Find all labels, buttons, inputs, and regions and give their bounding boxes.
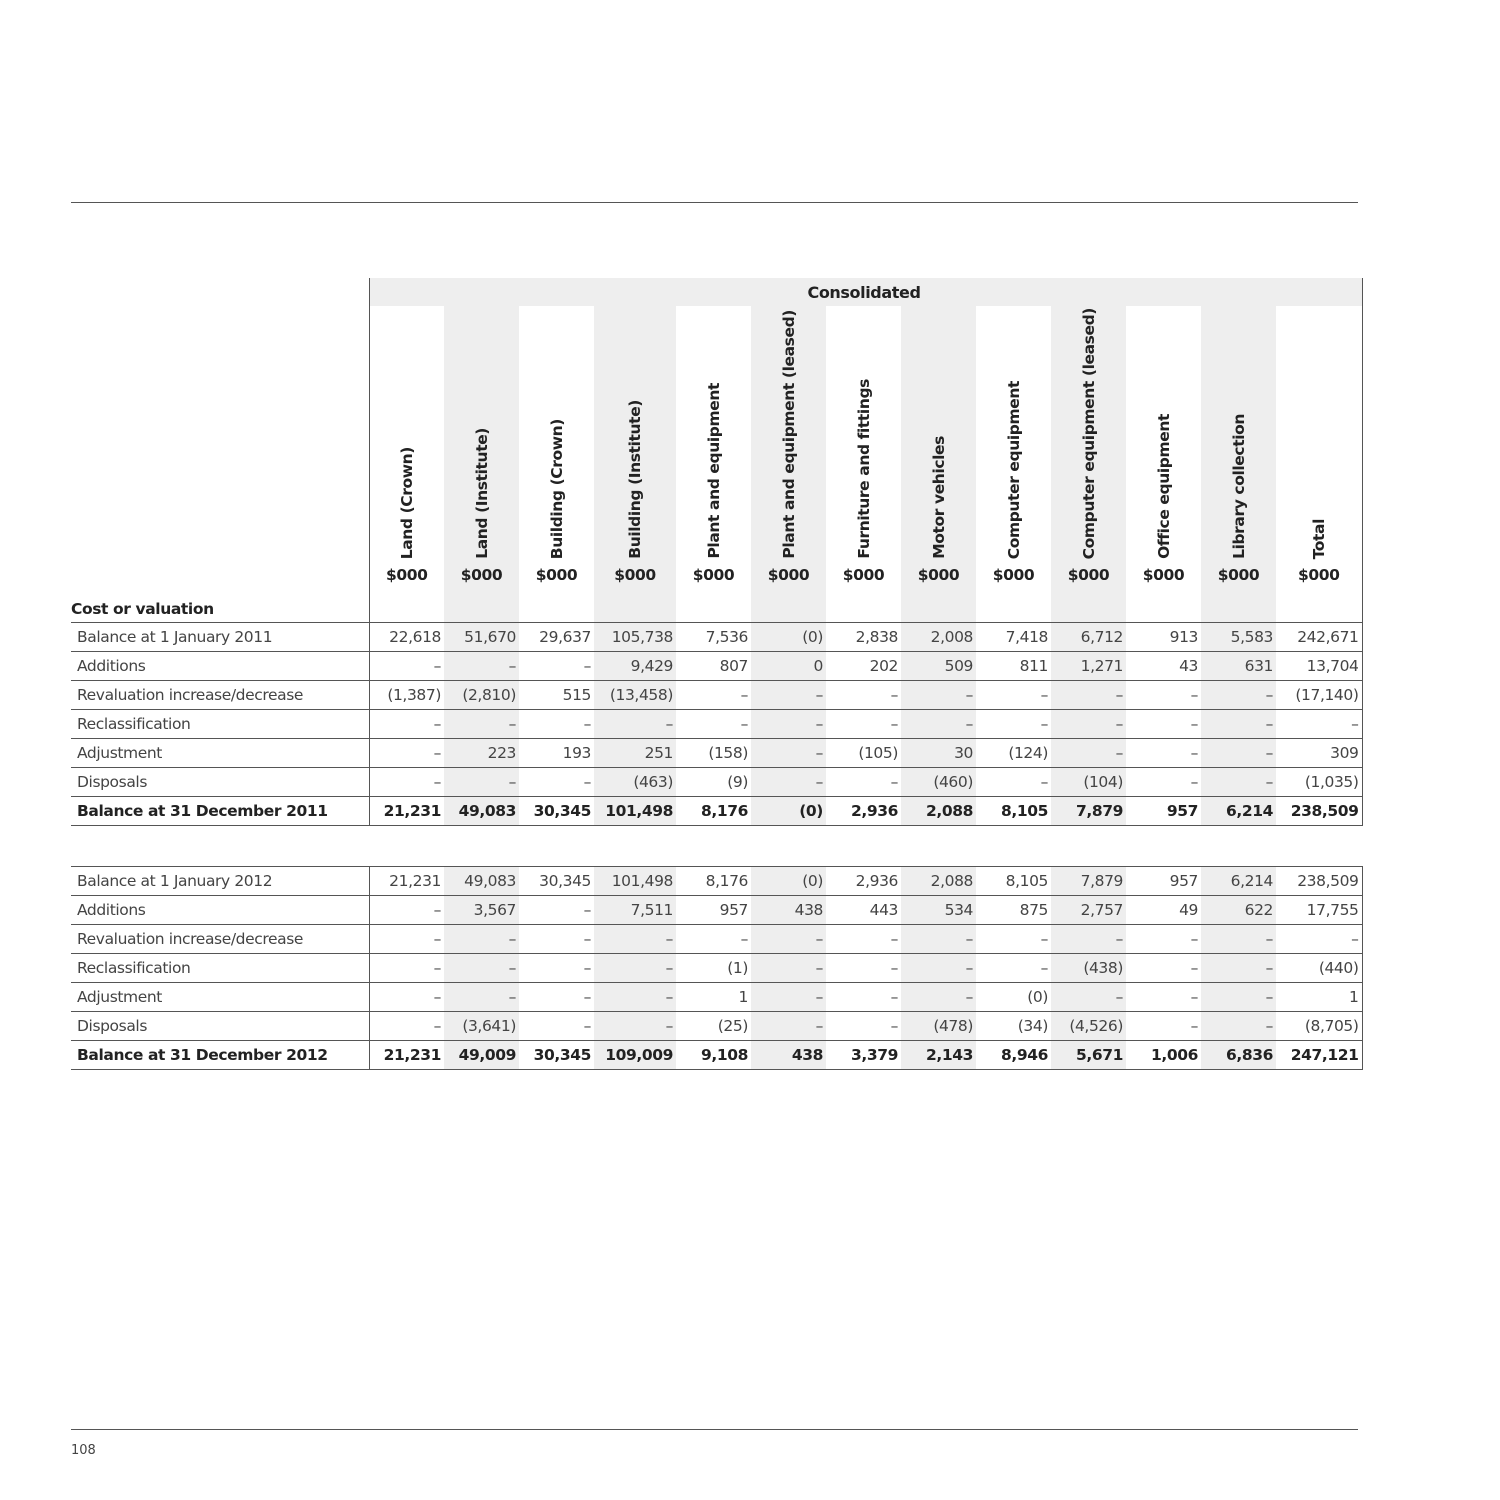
cell-value: 202 (826, 652, 901, 681)
cell-value: – (369, 925, 444, 954)
column-header-row (71, 306, 1362, 561)
cell-value: (9) (676, 768, 751, 797)
row-label: Additions (71, 652, 369, 681)
cell-value: – (369, 896, 444, 925)
column-header (444, 306, 519, 561)
property-plant-equipment-table (71, 278, 1363, 1070)
cell-value: 109,009 (594, 1041, 676, 1070)
table-row (71, 983, 1362, 1012)
unit-label: $000 (1051, 561, 1126, 589)
cell-value: 509 (901, 652, 976, 681)
cell-value: 438 (751, 896, 826, 925)
cell-value: 1,006 (1126, 1041, 1201, 1070)
cell-value: (0) (751, 797, 826, 826)
cell-value: – (676, 925, 751, 954)
row-label: Balance at 1 January 2011 (71, 623, 369, 652)
cell-value: 807 (676, 652, 751, 681)
cell-value: (0) (751, 867, 826, 896)
cell-value: 49,083 (444, 867, 519, 896)
cell-value: – (594, 983, 676, 1012)
cell-value: 193 (519, 739, 594, 768)
cell-value: 2,143 (901, 1041, 976, 1070)
table-row (71, 925, 1362, 954)
cell-value: 8,105 (976, 797, 1051, 826)
cell-value: – (1126, 983, 1201, 1012)
cell-value: (17,140) (1276, 681, 1362, 710)
unit-label: $000 (594, 561, 676, 589)
page-number: 108 (71, 1443, 96, 1458)
cell-value: 30,345 (519, 797, 594, 826)
cell-value: 6,836 (1201, 1041, 1276, 1070)
cell-value: – (976, 768, 1051, 797)
cell-value: – (1051, 739, 1126, 768)
cell-value: 13,704 (1276, 652, 1362, 681)
cell-value: 5,583 (1201, 623, 1276, 652)
column-header (1276, 306, 1362, 561)
cell-value: – (826, 1012, 901, 1041)
cell-value: – (901, 954, 976, 983)
cell-value: – (519, 983, 594, 1012)
cell-value: – (901, 983, 976, 1012)
cell-value: 49 (1126, 896, 1201, 925)
cell-value: – (369, 768, 444, 797)
column-header-label: Computer equipment (1004, 380, 1023, 559)
header-rule (71, 202, 1358, 203)
cell-value: – (976, 681, 1051, 710)
cell-value: 30,345 (519, 867, 594, 896)
row-label: Disposals (71, 768, 369, 797)
cell-value: – (444, 710, 519, 739)
cell-value: (105) (826, 739, 901, 768)
cell-value: 8,105 (976, 867, 1051, 896)
cell-value: 49,009 (444, 1041, 519, 1070)
cell-value: 105,738 (594, 623, 676, 652)
cell-value: 622 (1201, 896, 1276, 925)
cell-value: – (826, 710, 901, 739)
cell-value: 49,083 (444, 797, 519, 826)
unit-label: $000 (1201, 561, 1276, 589)
cell-value: – (1201, 1012, 1276, 1041)
cell-value: 515 (519, 681, 594, 710)
cell-value: 6,214 (1201, 797, 1276, 826)
cell-value: (460) (901, 768, 976, 797)
cell-value: – (594, 954, 676, 983)
column-header-label: Motor vehicles (929, 436, 948, 559)
row-label: Adjustment (71, 739, 369, 768)
cell-value: 30 (901, 739, 976, 768)
cell-value: – (826, 768, 901, 797)
cell-value: – (826, 954, 901, 983)
total-row (71, 1041, 1362, 1070)
cell-value: – (676, 710, 751, 739)
unit-label: $000 (842, 566, 885, 584)
cell-value: 438 (751, 1041, 826, 1070)
cell-value: (478) (901, 1012, 976, 1041)
cell-value: 8,176 (676, 867, 751, 896)
block-spacer (71, 826, 1362, 867)
column-header-label: Land (Crown) (397, 446, 416, 559)
cell-value: – (444, 925, 519, 954)
cell-value: (0) (751, 623, 826, 652)
cell-value: – (519, 652, 594, 681)
cell-value: – (369, 652, 444, 681)
cell-value: – (1201, 768, 1276, 797)
unit-label: $000 (444, 561, 519, 589)
column-header-label: Library collection (1229, 414, 1248, 559)
cell-value: – (1126, 768, 1201, 797)
cell-value: – (594, 925, 676, 954)
cell-value: – (519, 896, 594, 925)
column-header-label: Plant and equipment (704, 383, 723, 559)
cell-value: – (1051, 681, 1126, 710)
column-header (1126, 306, 1201, 561)
cell-value: 223 (444, 739, 519, 768)
cell-value: – (751, 925, 826, 954)
cell-value: 957 (676, 896, 751, 925)
cell-value: (1,035) (1276, 768, 1362, 797)
row-label: Reclassification (71, 954, 369, 983)
cell-value: – (1126, 710, 1201, 739)
cell-value: – (1201, 681, 1276, 710)
cell-value: – (1201, 739, 1276, 768)
column-header (826, 306, 901, 561)
cell-value: 9,429 (594, 652, 676, 681)
row-label: Balance at 31 December 2012 (71, 1041, 369, 1070)
column-header-label: Total (1309, 518, 1328, 559)
cell-value: 5,671 (1051, 1041, 1126, 1070)
cell-value: 242,671 (1276, 623, 1362, 652)
cell-value: 0 (751, 652, 826, 681)
unit-row (71, 561, 1362, 589)
cell-value: 9,108 (676, 1041, 751, 1070)
cell-value: – (369, 983, 444, 1012)
cell-value: 238,509 (1276, 797, 1362, 826)
unit-label: $000 (692, 566, 735, 584)
cell-value: – (369, 739, 444, 768)
cell-value: 21,231 (369, 867, 444, 896)
cell-value: 3,379 (826, 1041, 901, 1070)
table-row (71, 652, 1362, 681)
cell-value: 21,231 (369, 797, 444, 826)
column-header (976, 306, 1051, 561)
column-header (1051, 306, 1126, 561)
cell-value: 3,567 (444, 896, 519, 925)
cell-value: – (594, 1012, 676, 1041)
cell-value: 811 (976, 652, 1051, 681)
column-header-label: Land (Institute) (472, 428, 491, 559)
table-row (71, 739, 1362, 768)
cell-value: 7,879 (1051, 867, 1126, 896)
cell-value: 2,088 (901, 867, 976, 896)
cell-value: 1,271 (1051, 652, 1126, 681)
table-row (71, 623, 1362, 652)
cell-value: 2,838 (826, 623, 901, 652)
cell-value: 8,946 (976, 1041, 1051, 1070)
cell-value: – (519, 1012, 594, 1041)
cell-value: – (826, 983, 901, 1012)
cell-value: – (1201, 983, 1276, 1012)
row-label: Balance at 1 January 2012 (71, 867, 369, 896)
cell-value: – (751, 983, 826, 1012)
cell-value: 22,618 (369, 623, 444, 652)
cell-value: 957 (1126, 867, 1201, 896)
cell-value: – (519, 925, 594, 954)
unit-label: $000 (992, 566, 1035, 584)
column-header-label: Office equipment (1154, 414, 1173, 559)
cell-value: 6,214 (1201, 867, 1276, 896)
cell-value: – (751, 739, 826, 768)
cell-value: – (976, 954, 1051, 983)
column-header-label: Building (Institute) (626, 400, 644, 559)
cell-value: – (901, 710, 976, 739)
cell-value: (438) (1051, 954, 1126, 983)
cell-value: 101,498 (594, 797, 676, 826)
cell-value: – (676, 681, 751, 710)
column-header-label: Computer equipment (leased) (1079, 307, 1098, 559)
cell-value: 43 (1126, 652, 1201, 681)
table-row (71, 896, 1362, 925)
cell-value: – (751, 954, 826, 983)
cell-value: 957 (1126, 797, 1201, 826)
cell-value: – (976, 710, 1051, 739)
cell-value: (13,458) (594, 681, 676, 710)
cell-value: 7,879 (1051, 797, 1126, 826)
cell-value: – (1201, 925, 1276, 954)
table-row (71, 1012, 1362, 1041)
cell-value: (3,641) (444, 1012, 519, 1041)
cell-value: – (1051, 983, 1126, 1012)
cell-value: (440) (1276, 954, 1362, 983)
cell-value: 251 (594, 739, 676, 768)
section-row (71, 589, 1362, 623)
cell-value: – (1276, 710, 1362, 739)
cell-value: 8,176 (676, 797, 751, 826)
cell-value: – (901, 681, 976, 710)
cell-value: – (519, 768, 594, 797)
cell-value: 29,637 (519, 623, 594, 652)
cell-value: – (444, 954, 519, 983)
cell-value: – (444, 983, 519, 1012)
cell-value: – (1051, 710, 1126, 739)
cell-value: – (519, 954, 594, 983)
cell-value: (8,705) (1276, 1012, 1362, 1041)
unit-label: $000 (1276, 561, 1362, 589)
cell-value: (1,387) (369, 681, 444, 710)
column-header (594, 306, 676, 561)
cell-value: (0) (976, 983, 1051, 1012)
row-label: Adjustment (71, 983, 369, 1012)
section-label: Cost or valuation (71, 589, 369, 623)
cell-value: – (444, 652, 519, 681)
cell-value: – (369, 710, 444, 739)
cell-value: – (826, 681, 901, 710)
column-header (369, 306, 444, 561)
cell-value: 309 (1276, 739, 1362, 768)
cell-value: 101,498 (594, 867, 676, 896)
cell-value: (1) (676, 954, 751, 983)
row-label: Revaluation increase/decrease (71, 925, 369, 954)
cell-value: – (1126, 925, 1201, 954)
cell-value: – (1126, 1012, 1201, 1041)
cell-value: 2,757 (1051, 896, 1126, 925)
column-header-label: Plant and equipment (leased) (779, 310, 798, 559)
cell-value: (104) (1051, 768, 1126, 797)
cell-value: 247,121 (1276, 1041, 1362, 1070)
row-label: Balance at 31 December 2011 (71, 797, 369, 826)
column-header-label: Building (Crown) (547, 418, 566, 559)
cell-value: 443 (826, 896, 901, 925)
cell-value: – (369, 1012, 444, 1041)
cell-value: 1 (1276, 983, 1362, 1012)
row-label: Disposals (71, 1012, 369, 1041)
cell-value: 7,418 (976, 623, 1051, 652)
cell-value: – (594, 710, 676, 739)
cell-value: (4,526) (1051, 1012, 1126, 1041)
column-header (519, 306, 594, 561)
unit-label: $000 (901, 561, 976, 589)
cell-value: 30,345 (519, 1041, 594, 1070)
unit-label: $000 (385, 566, 428, 584)
column-header (1201, 306, 1276, 561)
cell-value: – (519, 710, 594, 739)
cell-value: – (901, 925, 976, 954)
cell-value: (158) (676, 739, 751, 768)
cell-value: – (976, 925, 1051, 954)
cell-value: 51,670 (444, 623, 519, 652)
cell-value: 631 (1201, 652, 1276, 681)
cell-value: – (826, 925, 901, 954)
cell-value: 1 (676, 983, 751, 1012)
cell-value: 6,712 (1051, 623, 1126, 652)
cell-value: – (1126, 739, 1201, 768)
cell-value: 2,008 (901, 623, 976, 652)
total-row (71, 797, 1362, 826)
cell-value: (2,810) (444, 681, 519, 710)
cell-value: (124) (976, 739, 1051, 768)
unit-label: $000 (751, 561, 826, 589)
cell-value: – (751, 710, 826, 739)
cell-value: 21,231 (369, 1041, 444, 1070)
column-header-label: Furniture and fittings (854, 379, 873, 559)
cell-value: (25) (676, 1012, 751, 1041)
cell-value: 875 (976, 896, 1051, 925)
cell-value: – (369, 954, 444, 983)
cell-value: – (1126, 954, 1201, 983)
cell-value: – (751, 681, 826, 710)
group-header-row (71, 278, 1362, 306)
cell-value: 2,088 (901, 797, 976, 826)
row-label: Additions (71, 896, 369, 925)
cell-value: – (1201, 954, 1276, 983)
cell-value: (34) (976, 1012, 1051, 1041)
footer-rule (71, 1429, 1358, 1430)
table-row (71, 768, 1362, 797)
unit-label: $000 (1142, 566, 1185, 584)
cell-value: 534 (901, 896, 976, 925)
cell-value: 2,936 (826, 797, 901, 826)
cell-value: 7,511 (594, 896, 676, 925)
cell-value: – (751, 1012, 826, 1041)
table-row (71, 954, 1362, 983)
cell-value: – (1126, 681, 1201, 710)
cell-value: – (751, 768, 826, 797)
row-label: Revaluation increase/decrease (71, 681, 369, 710)
cell-value: – (1051, 925, 1126, 954)
cell-value: 17,755 (1276, 896, 1362, 925)
table-row (71, 681, 1362, 710)
cell-value: – (1276, 925, 1362, 954)
consolidated-header: Consolidated (369, 278, 1362, 306)
cell-value: 238,509 (1276, 867, 1362, 896)
row-label: Reclassification (71, 710, 369, 739)
table-row (71, 710, 1362, 739)
cell-value: 2,936 (826, 867, 901, 896)
column-header (676, 306, 751, 561)
cell-value: (463) (594, 768, 676, 797)
cell-value: – (444, 768, 519, 797)
cell-value: 913 (1126, 623, 1201, 652)
column-header (901, 306, 976, 561)
cell-value: – (1201, 710, 1276, 739)
unit-label: $000 (535, 566, 578, 584)
column-header (751, 306, 826, 561)
cell-value: 7,536 (676, 623, 751, 652)
table-row (71, 867, 1362, 896)
